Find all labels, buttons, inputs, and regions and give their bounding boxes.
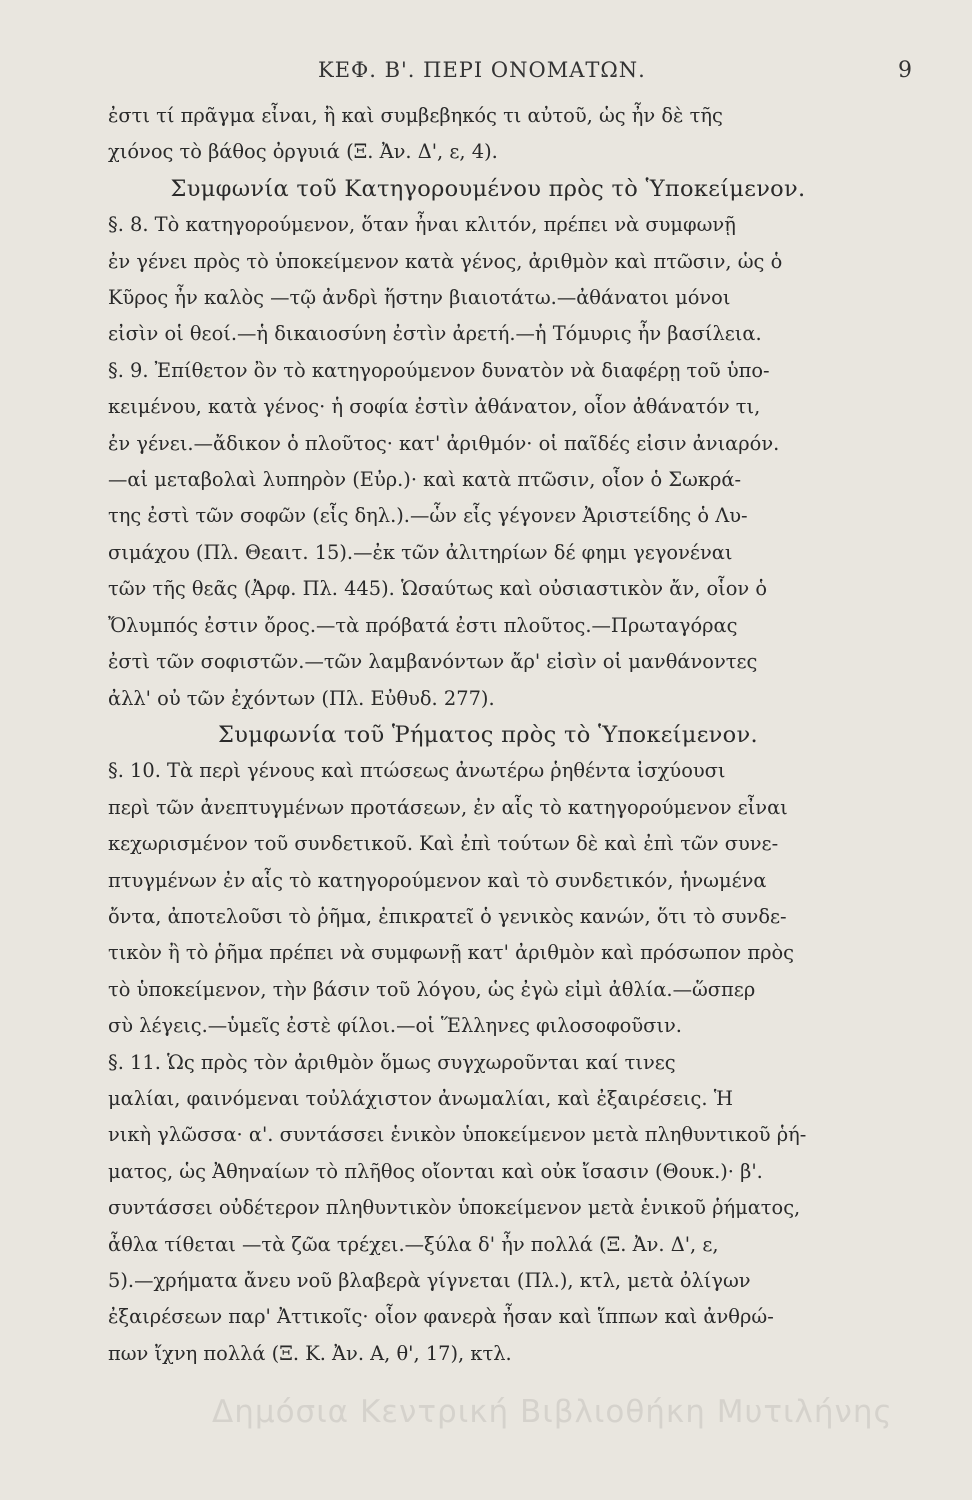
text-line: ἆθλα τίθεται —τὰ ζῶα τρέχει.—ξύλα δ' ἦν πολλά (Ξ. Ἀν. Δ', ε, xyxy=(108,1232,719,1256)
text-line: νικὴ γλῶσσα· α'. συντάσσει ἑνικὸν ὑποκείμενον μετὰ πληθυντικοῦ ῥή- xyxy=(108,1123,807,1147)
text-line: μαλίαι, φαινόμεναι τοὐλάχιστον ἀνωμαλίαι, καὶ ἐξαιρέσεις. Ἡ xyxy=(108,1086,733,1110)
text-line: πτυγμένων ἐν αἷς τὸ κατηγορούμενον καὶ τὸ συνδετικόν, ἡνωμένα xyxy=(108,868,767,892)
running-head: ΚΕΦ. Β'. ΠΕΡΙ ΟΝΟΜΑΤΩΝ. xyxy=(318,58,646,82)
text-line: §. 10. Τὰ περὶ γένους καὶ πτώσεως ἀνωτέρω ῥηθέντα ἰσχύουσι xyxy=(108,759,726,783)
text-line: ὄντα, ἀποτελοῦσι τὸ ῥῆμα, ἐπικρατεῖ ὁ γενικὸς κανών, ὅτι τὸ συνδε- xyxy=(108,904,787,928)
text-line: ματος, ὡς Ἀθηναίων τὸ πλῆθος οἴονται καὶ οὐκ ἴσασιν (Θουκ.)· β'. xyxy=(108,1159,763,1183)
text-line: χιόνος τὸ βάθος ὀργυιά (Ξ. Ἀν. Δ', ε, 4). xyxy=(108,140,498,164)
text-line: 5).—χρήματα ἄνευ νοῦ βλαβερὰ γίγνεται (Πλ.), κτλ, μετὰ ὀλίγων xyxy=(108,1269,751,1292)
text-line: Κῦρος ἦν καλὸς —τῷ ἀνδρὶ ἥστην βιαιοτάτω.—ἀθάνατοι μόνοι xyxy=(108,286,731,310)
text-line: σὺ λέγεις.—ὑμεῖς ἐστὲ φίλοι.—οἱ Ἕλληνες φιλοσοφοῦσιν. xyxy=(108,1014,682,1038)
text-line: §. 11. Ὡς πρὸς τὸν ἀριθμὸν ὅμως συγχωροῦνται καί τινες xyxy=(108,1050,676,1074)
text-line: της ἐστὶ τῶν σοφῶν (εἷς δηλ.).—ὧν εἷς γέγονεν Ἀριστείδης ὁ Λυ- xyxy=(108,504,748,528)
text-line: περὶ τῶν ἀνεπτυγμένων προτάσεων, ἐν αἷς τὸ κατηγορούμενον εἶναι xyxy=(108,795,788,819)
text-line: συντάσσει οὐδέτερον πληθυντικὸν ὑποκείμενον μετὰ ἑνικοῦ ῥήματος, xyxy=(108,1196,801,1220)
text-line: ἀλλ' οὐ τῶν ἐχόντων (Πλ. Εὐθυδ. 277). xyxy=(108,686,495,710)
text-line: κειμένου, κατὰ γένος· ἡ σοφία ἐστὶν ἀθάνατον, οἷον ἀθάνατόν τι, xyxy=(108,395,761,419)
text-line: ἐξαιρέσεων παρ' Ἀττικοῖς· οἷον φανερὰ ἦσαν καὶ ἵππων καὶ ἀνθρώ- xyxy=(108,1305,774,1329)
page-header xyxy=(108,58,912,98)
text-line: κεχωρισμένον τοῦ συνδετικοῦ. Καὶ ἐπὶ τούτων δὲ καὶ ἐπὶ τῶν συνε- xyxy=(108,832,779,856)
text-line: εἰσὶν οἱ θεοί.—ἡ δικαιοσύνη ἐστὶν ἀρετή.—ἡ Τόμυρις ἦν βασίλεια. xyxy=(108,322,762,346)
text-line: ἐν γένει πρὸς τὸ ὑποκείμενον κατὰ γένος, ἀριθμὸν καὶ πτῶσιν, ὡς ὁ xyxy=(108,249,783,273)
text-line: τὸ ὑποκείμενον, τὴν βάσιν τοῦ λόγου, ὡς ἐγὼ εἰμὶ ἀθλία.—ὥσπερ xyxy=(108,977,756,1001)
library-watermark: Δημόσια Κεντρική Βιβλιοθήκη Μυτιλήνης xyxy=(212,1394,893,1430)
text-line: §. 8. Τὸ κατηγορούμενον, ὅταν ἦναι κλιτόν, πρέπει νὰ συμφωνῇ xyxy=(108,213,736,237)
section-heading: Συμφωνία τοῦ Κατηγορουμένου πρὸς τὸ Ὑποκείμενον. xyxy=(170,175,806,202)
text-line: Ὄλυμπός ἐστιν ὄρος.—τὰ πρόβατά ἐστι πλοῦτος.—Πρωταγόρας xyxy=(108,613,738,637)
text-line: σιμάχου (Πλ. Θεαιτ. 15).—ἐκ τῶν ἀλιτηρίων δέ φημι γεγονέναι xyxy=(108,540,733,564)
text-line: τῶν τῆς θεᾶς (Ἀρφ. Πλ. 445). Ὡσαύτως καὶ οὐσιαστικὸν ἄν, οἷον ὁ xyxy=(108,577,768,601)
text-line: ἐν γένει.—ἄδικον ὁ πλοῦτος· κατ' ἀριθμόν· οἱ παῖδές εἰσιν ἀνιαρόν. xyxy=(108,431,780,455)
section-heading: Συμφωνία τοῦ Ῥήματος πρὸς τὸ Ὑποκείμενον. xyxy=(218,721,758,748)
text-line: τικὸν ἢ τὸ ῥῆμα πρέπει νὰ συμφωνῇ κατ' ἀριθμὸν καὶ πρόσωπον πρὸς xyxy=(108,941,795,965)
text-line: §. 9. Ἐπίθετον ὂν τὸ κατηγορούμενον δυνατὸν νὰ διαφέρῃ τοῦ ὑπο- xyxy=(108,358,770,382)
text-line: ἐστι τί πρᾶγμα εἶναι, ἢ καὶ συμβεβηκός τι αὐτοῦ, ὡς ἦν δὲ τῆς xyxy=(108,104,723,127)
text-line: πων ἴχνη πολλά (Ξ. Κ. Ἀν. Α, θ', 17), κτλ. xyxy=(108,1341,512,1365)
text-line: —αἱ μεταβολαὶ λυπηρὸν (Εὐρ.)· καὶ κατὰ πτῶσιν, οἷον ὁ Σωκρά- xyxy=(108,468,742,492)
page-number: 9 xyxy=(898,58,912,83)
text-line: ἐστὶ τῶν σοφιστῶν.—τῶν λαμβανόντων ἄρ' εἰσὶν οἱ μανθάνοντες xyxy=(108,650,758,674)
page-body xyxy=(108,98,868,1372)
